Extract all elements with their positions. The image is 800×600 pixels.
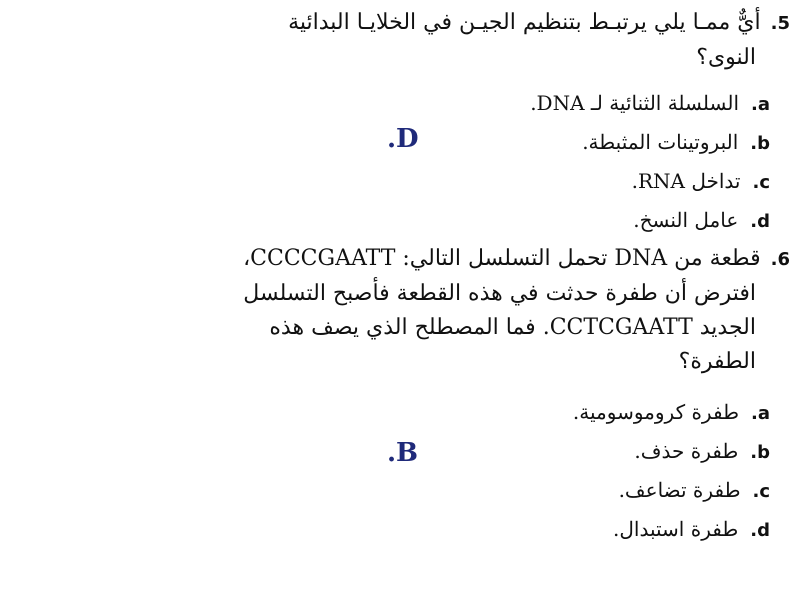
option-c[interactable] (632, 166, 770, 198)
answer-label: .D (387, 124, 419, 154)
question-stem-line (288, 6, 790, 41)
option-d[interactable] (633, 205, 770, 237)
option-letter: a. (751, 403, 770, 424)
question-text: افترض أن طفرة حدثت في هذه القطعة فأصبح التسلسل (243, 281, 756, 306)
option-letter: b. (750, 442, 770, 463)
option-letter: d. (750, 211, 770, 232)
option-text: طفرة كروموسومية. (572, 400, 739, 424)
question-6 (243, 242, 790, 379)
question-stem-line (243, 277, 790, 311)
question-stem-line (243, 242, 790, 277)
option-d[interactable] (613, 514, 770, 546)
option-letter: d. (750, 520, 770, 541)
option-text: طفرة حذف. (634, 439, 739, 463)
option-text: تداخل RNA. (631, 169, 741, 193)
question-5 (288, 6, 790, 75)
option-a[interactable] (530, 88, 770, 120)
option-letter: c. (752, 172, 770, 193)
option-letter: c. (752, 481, 770, 502)
question-number: 5. (770, 13, 790, 34)
option-text: طفرة تضاعف. (618, 478, 741, 502)
question-stem-line (243, 311, 790, 345)
option-b[interactable] (582, 127, 770, 159)
option-letter: b. (750, 133, 770, 154)
option-a[interactable] (573, 397, 770, 429)
option-b[interactable] (634, 436, 770, 468)
question-text: الطفرة؟ (678, 349, 756, 374)
question-text: النوى؟ (696, 45, 756, 70)
option-letter: a. (751, 94, 770, 115)
answer-label: .B (387, 438, 419, 468)
question-text: الجديد CCTCGAATT. فما المصطلح الذي يصف هذه (269, 315, 756, 340)
option-c[interactable] (619, 475, 770, 507)
option-text: البروتينات المثبطة. (582, 130, 739, 154)
question-stem-line (243, 345, 790, 379)
question-text: قطعة من DNA تحمل التسلسل التالي: CCCCGAATT، (243, 246, 761, 271)
question-text: أيٌّ ممـا يلي يرتبـط بتنظيم الجيـن في الخلايـا البدائية (288, 10, 761, 35)
question-stem-line (288, 41, 790, 75)
option-text: طفرة استبدال. (613, 517, 739, 541)
option-text: عامل النسخ. (633, 208, 739, 232)
question-number: 6. (770, 249, 790, 270)
option-text: السلسلة الثنائية لـ DNA. (530, 91, 739, 115)
